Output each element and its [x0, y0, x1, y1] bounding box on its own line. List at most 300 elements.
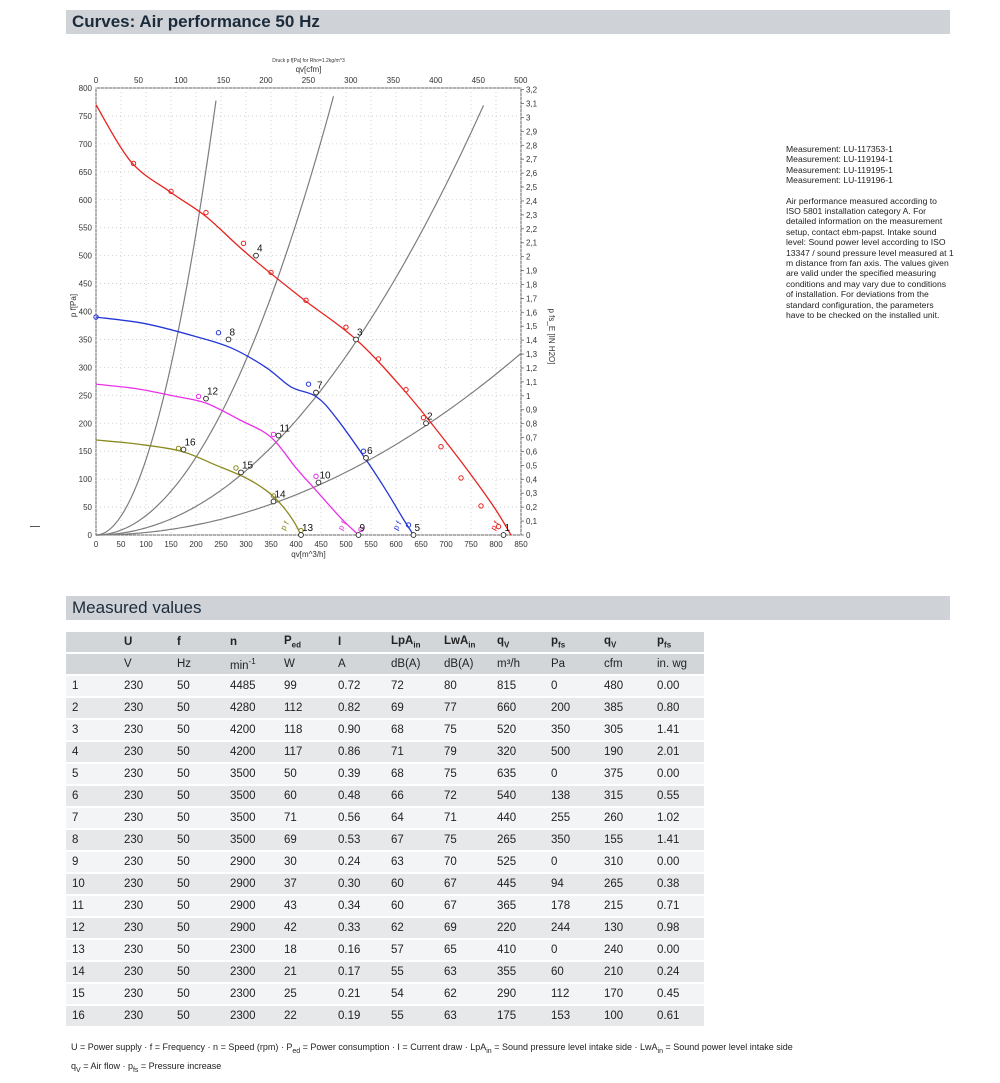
y2-tick-label: 0,1 — [526, 517, 538, 527]
table-cell: 1 — [66, 675, 118, 697]
table-cell: 77 — [438, 697, 491, 719]
table-cell: 0.19 — [332, 1005, 385, 1027]
table-cell: 0 — [545, 763, 598, 785]
y-tick-label: 300 — [78, 363, 92, 373]
table-cell: 67 — [438, 895, 491, 917]
y2-tick-label: 3,2 — [526, 85, 538, 95]
table-cell: 37 — [278, 873, 332, 895]
curves-title: Curves: Air performance 50 Hz — [72, 12, 320, 31]
y-tick-label: 200 — [78, 419, 92, 429]
table-cell: 0.48 — [332, 785, 385, 807]
operating-point-label: 4 — [257, 243, 263, 255]
table-cell: 315 — [598, 785, 651, 807]
y2-tick-label: 3 — [526, 113, 531, 123]
table-cell: 70 — [438, 851, 491, 873]
table-cell: 815 — [491, 675, 545, 697]
y2-tick-label: 2,8 — [526, 141, 538, 151]
legend-line: $q_V$ = Air flow · $p_{fs}$ = Pressure increase — [71, 1060, 222, 1074]
table-cell: 112 — [545, 983, 598, 1005]
table-row — [66, 741, 704, 763]
table-cell: 60 — [385, 895, 438, 917]
table-row — [66, 807, 704, 829]
table-cell: 2.01 — [651, 741, 704, 763]
table-cell: 230 — [118, 785, 171, 807]
x2-tick-label: 250 — [301, 76, 316, 85]
table-cell: 62 — [385, 917, 438, 939]
col-header: $p_{fs}$ — [651, 632, 704, 653]
table-cell: 55 — [385, 1005, 438, 1027]
unit-cell: Hz — [171, 653, 224, 675]
table-cell: 2 — [66, 697, 118, 719]
measurement-notes — [786, 144, 954, 321]
y-tick-label: 600 — [78, 195, 92, 205]
table-cell: 2900 — [224, 895, 278, 917]
y-tick-label: 650 — [78, 167, 92, 177]
x-axis-label: qv[m^3/h] — [291, 550, 326, 559]
table-cell: 230 — [118, 873, 171, 895]
y-tick-label: 800 — [78, 84, 92, 93]
table-cell: 30 — [278, 851, 332, 873]
y-tick-label: 550 — [78, 223, 92, 233]
y2-tick-label: 0,5 — [526, 461, 538, 471]
x-tick-label: 200 — [189, 540, 203, 549]
table-cell: 230 — [118, 763, 171, 785]
x-tick-label: 0 — [93, 540, 99, 549]
operating-point-label: 7 — [317, 380, 323, 392]
measured-values-header-bar — [66, 596, 950, 620]
air-performance-chart — [40, 52, 585, 572]
table-cell: 635 — [491, 763, 545, 785]
table-cell: 520 — [491, 719, 545, 741]
table-cell: 0.24 — [332, 851, 385, 873]
table-cell: 0.53 — [332, 829, 385, 851]
table-cell: 230 — [118, 829, 171, 851]
table-cell: 260 — [598, 807, 651, 829]
table-cell: 66 — [385, 785, 438, 807]
table-cell: 50 — [171, 675, 224, 697]
table-cell: 75 — [438, 719, 491, 741]
table-cell: 2900 — [224, 851, 278, 873]
measured-values-title: Measured values — [72, 598, 202, 617]
divider-mark — [30, 526, 40, 527]
table-cell: 230 — [118, 851, 171, 873]
col-header: I — [332, 632, 385, 653]
x2-tick-label: 500 — [514, 76, 528, 85]
unit-cell: Pa — [545, 653, 598, 675]
x-tick-label: 700 — [439, 540, 453, 549]
table-cell: 50 — [171, 851, 224, 873]
y2-tick-label: 1,4 — [526, 336, 538, 346]
operating-point-label: 10 — [319, 470, 331, 482]
x-tick-label: 100 — [139, 540, 153, 549]
table-cell: 240 — [598, 939, 651, 961]
y2-tick-label: 2,4 — [526, 196, 538, 206]
table-cell: 72 — [385, 675, 438, 697]
table-cell: 4200 — [224, 719, 278, 741]
table-cell: 170 — [598, 983, 651, 1005]
table-cell: 80 — [438, 675, 491, 697]
table-legend — [71, 1040, 793, 1078]
table-cell: 230 — [118, 741, 171, 763]
table-cell: 350 — [545, 719, 598, 741]
x2-tick-label: 400 — [429, 76, 443, 85]
operating-point-label: 2 — [427, 411, 433, 423]
table-cell: 0.86 — [332, 741, 385, 763]
table-cell: 320 — [491, 741, 545, 763]
table-cell: 1.41 — [651, 829, 704, 851]
table-row — [66, 873, 704, 895]
table-cell: 8 — [66, 829, 118, 851]
table-row — [66, 785, 704, 807]
table-cell: 0 — [545, 675, 598, 697]
table-cell: 230 — [118, 1005, 171, 1027]
table-cell: 50 — [171, 961, 224, 983]
table-cell: 2300 — [224, 983, 278, 1005]
measurement-id: Measurement: LU-119194-1 — [786, 154, 893, 165]
table-cell: 50 — [171, 917, 224, 939]
operating-point-label: 6 — [367, 445, 373, 457]
x-tick-label: 800 — [489, 540, 503, 549]
table-cell: 4485 — [224, 675, 278, 697]
table-cell: 67 — [385, 829, 438, 851]
table-cell: 230 — [118, 697, 171, 719]
table-cell: 178 — [545, 895, 598, 917]
table-cell: 71 — [438, 807, 491, 829]
measurement-id: Measurement: LU-119196-1 — [786, 175, 893, 186]
table-cell: 50 — [171, 697, 224, 719]
table-cell: 200 — [545, 697, 598, 719]
table-cell: 660 — [491, 697, 545, 719]
operating-point-label: 15 — [242, 460, 254, 472]
y-tick-label: 750 — [78, 111, 92, 121]
operating-point-label: 12 — [207, 386, 219, 398]
col-header: LpA$_{in}$ — [385, 632, 438, 653]
unit-cell: m³/h — [491, 653, 545, 675]
x-tick-label: 750 — [464, 540, 478, 549]
table-cell: 2900 — [224, 873, 278, 895]
table-cell: 112 — [278, 697, 332, 719]
table-cell: 0.34 — [332, 895, 385, 917]
table-cell: 72 — [438, 785, 491, 807]
table-cell: 310 — [598, 851, 651, 873]
table-cell: 50 — [171, 719, 224, 741]
curve-label: p f — [336, 519, 349, 532]
y2-tick-label: 1,1 — [526, 377, 538, 387]
y-tick-label: 100 — [78, 475, 92, 485]
table-cell: 0.00 — [651, 675, 704, 697]
table-cell: 138 — [545, 785, 598, 807]
table-cell: 50 — [171, 873, 224, 895]
x2-tick-label: 50 — [134, 76, 143, 85]
y-axis-label: p f[Pa] — [69, 293, 78, 318]
x-tick-label: 150 — [164, 540, 178, 549]
y-tick-label: 400 — [78, 307, 92, 317]
table-row — [66, 763, 704, 785]
curves-header-bar — [66, 10, 950, 34]
y2-tick-label: 2,9 — [526, 127, 538, 137]
table-cell: 0.45 — [651, 983, 704, 1005]
y2-tick-label: 0 — [526, 531, 531, 540]
y2-tick-label: 0,4 — [526, 475, 538, 485]
x-tick-label: 500 — [339, 540, 353, 549]
table-cell: 2900 — [224, 917, 278, 939]
table-units-row — [66, 653, 704, 675]
table-cell: 69 — [278, 829, 332, 851]
table-cell: 9 — [66, 851, 118, 873]
table-cell: 65 — [438, 939, 491, 961]
y-tick-label: 700 — [78, 139, 92, 149]
y-tick-label: 150 — [78, 447, 92, 457]
table-cell: 3500 — [224, 763, 278, 785]
x-tick-label: 850 — [514, 540, 528, 549]
x-tick-label: 550 — [364, 540, 378, 549]
table-cell: 2300 — [224, 939, 278, 961]
table-cell: 50 — [171, 829, 224, 851]
table-cell: 69 — [385, 697, 438, 719]
operating-point-label: 8 — [229, 327, 236, 339]
table-cell: 55 — [385, 961, 438, 983]
table-cell: 0.56 — [332, 807, 385, 829]
unit-cell — [66, 653, 118, 675]
table-cell: 230 — [118, 675, 171, 697]
table-cell: 0.00 — [651, 851, 704, 873]
table-cell: 0 — [545, 851, 598, 873]
table-row — [66, 1005, 704, 1027]
table-cell: 75 — [438, 763, 491, 785]
measurement-id: Measurement: LU-117353-1 — [786, 144, 893, 154]
unit-cell: W — [278, 653, 332, 675]
table-cell: 99 — [278, 675, 332, 697]
table-cell: 1.41 — [651, 719, 704, 741]
y-tick-label: 500 — [78, 251, 92, 261]
operating-point-label: 13 — [302, 523, 314, 534]
operating-point-label: 11 — [279, 423, 290, 435]
col-header: LwA$_{in}$ — [438, 632, 491, 653]
measurement-id: Measurement: LU-119195-1 — [786, 164, 893, 175]
operating-point-label: 16 — [184, 437, 196, 449]
table-cell: 0.98 — [651, 917, 704, 939]
table-cell: 11 — [66, 895, 118, 917]
table-cell: 50 — [171, 741, 224, 763]
y2-tick-label: 0,3 — [526, 489, 538, 499]
y2-tick-label: 1 — [526, 391, 531, 401]
x2-tick-label: 150 — [216, 76, 231, 85]
table-cell: 21 — [278, 961, 332, 983]
table-cell: 43 — [278, 895, 332, 917]
unit-cell: A — [332, 653, 385, 675]
table-cell: 445 — [491, 873, 545, 895]
table-cell: 67 — [438, 873, 491, 895]
table-cell: 50 — [171, 983, 224, 1005]
table-cell: 130 — [598, 917, 651, 939]
y2-tick-label: 1,8 — [526, 280, 538, 290]
table-cell: 62 — [438, 983, 491, 1005]
col-header: $q_V$ — [491, 632, 545, 653]
table-cell: 0.61 — [651, 1005, 704, 1027]
table-cell: 305 — [598, 719, 651, 741]
y2-tick-label: 3,1 — [526, 99, 538, 109]
y2-tick-label: 2,1 — [526, 238, 538, 248]
table-cell: 500 — [545, 741, 598, 763]
x-tick-label: 600 — [389, 540, 403, 549]
table-cell: 0.55 — [651, 785, 704, 807]
x-tick-label: 50 — [116, 540, 126, 549]
y2-tick-label: 0,6 — [526, 447, 538, 457]
x-tick-label: 300 — [239, 540, 253, 549]
y2-axis-label: p fs_E [IN H2O] — [547, 308, 556, 365]
table-cell: 100 — [598, 1005, 651, 1027]
table-cell: 71 — [385, 741, 438, 763]
table-cell: 0.00 — [651, 939, 704, 961]
table-cell: 60 — [545, 961, 598, 983]
y2-tick-label: 2,3 — [526, 210, 538, 220]
table-cell: 14 — [66, 961, 118, 983]
table-row — [66, 939, 704, 961]
table-row — [66, 719, 704, 741]
table-cell: 230 — [118, 983, 171, 1005]
table-cell: 155 — [598, 829, 651, 851]
x2-axis-label: qv[cfm] — [295, 65, 322, 74]
operating-point-label: 1 — [504, 523, 511, 534]
table-cell: 10 — [66, 873, 118, 895]
y2-tick-label: 1,3 — [526, 350, 538, 360]
col-header: $q_V$ — [598, 632, 651, 653]
unit-cell: dB(A) — [385, 653, 438, 675]
table-cell: 4200 — [224, 741, 278, 763]
table-cell: 0.39 — [332, 763, 385, 785]
table-cell: 25 — [278, 983, 332, 1005]
x2-tick-label: 0 — [93, 76, 99, 85]
table-cell: 365 — [491, 895, 545, 917]
unit-cell: dB(A) — [438, 653, 491, 675]
x-tick-label: 450 — [314, 540, 328, 549]
table-cell: 63 — [385, 851, 438, 873]
x2-tick-label: 450 — [471, 76, 485, 85]
table-cell: 13 — [66, 939, 118, 961]
table-cell: 50 — [171, 895, 224, 917]
table-cell: 255 — [545, 807, 598, 829]
x2-tick-label: 200 — [259, 76, 273, 85]
x-tick-label: 650 — [414, 540, 428, 549]
table-cell: 0.17 — [332, 961, 385, 983]
table-cell: 42 — [278, 917, 332, 939]
table-cell: 230 — [118, 917, 171, 939]
table-cell: 57 — [385, 939, 438, 961]
table-cell: 385 — [598, 697, 651, 719]
unit-cell: cfm — [598, 653, 651, 675]
table-cell: 0.72 — [332, 675, 385, 697]
operating-point-label: 9 — [359, 523, 366, 534]
curve-label: p f — [391, 519, 404, 532]
table-cell: 350 — [545, 829, 598, 851]
table-cell: 68 — [385, 763, 438, 785]
table-cell: 244 — [545, 917, 598, 939]
y2-tick-label: 1,9 — [526, 266, 538, 276]
table-cell: 16 — [66, 1005, 118, 1027]
unit-cell: $\min^{-1}$ — [224, 653, 278, 675]
table-cell: 190 — [598, 741, 651, 763]
table-cell: 63 — [438, 1005, 491, 1027]
table-cell: 230 — [118, 895, 171, 917]
table-cell: 355 — [491, 961, 545, 983]
table-cell: 3500 — [224, 829, 278, 851]
table-cell: 60 — [385, 873, 438, 895]
table-cell: 50 — [171, 939, 224, 961]
col-header: U — [118, 632, 171, 653]
table-cell: 410 — [491, 939, 545, 961]
table-cell: 1.02 — [651, 807, 704, 829]
x-tick-label: 250 — [214, 540, 228, 549]
table-cell: 0.16 — [332, 939, 385, 961]
table-cell: 440 — [491, 807, 545, 829]
table-cell: 230 — [118, 961, 171, 983]
table-cell: 215 — [598, 895, 651, 917]
y-tick-label: 450 — [78, 279, 92, 289]
y2-tick-label: 2,6 — [526, 169, 538, 179]
table-cell: 210 — [598, 961, 651, 983]
y2-tick-label: 1,6 — [526, 308, 538, 318]
table-cell: 94 — [545, 873, 598, 895]
y2-tick-label: 2 — [526, 252, 531, 262]
table-row — [66, 917, 704, 939]
col-header: $p_{fs}$ — [545, 632, 598, 653]
table-header-row — [66, 632, 704, 653]
table-row — [66, 983, 704, 1005]
table-cell: 50 — [278, 763, 332, 785]
table-cell: 15 — [66, 983, 118, 1005]
table-cell: 2300 — [224, 961, 278, 983]
table-cell: 0.38 — [651, 873, 704, 895]
x2-tick-label: 350 — [386, 76, 401, 85]
table-cell: 0.21 — [332, 983, 385, 1005]
y-tick-label: 50 — [83, 503, 92, 513]
y2-tick-label: 0,7 — [526, 433, 538, 443]
table-cell: 230 — [118, 807, 171, 829]
table-cell: 118 — [278, 719, 332, 741]
measured-values-table — [66, 632, 704, 1028]
table-cell: 50 — [171, 807, 224, 829]
table-cell: 525 — [491, 851, 545, 873]
table-cell: 0.33 — [332, 917, 385, 939]
col-header: n — [224, 632, 278, 653]
table-cell: 3500 — [224, 807, 278, 829]
table-cell: 0 — [545, 939, 598, 961]
table-cell: 230 — [118, 719, 171, 741]
y-tick-label: 250 — [78, 391, 92, 401]
y2-tick-label: 0,9 — [526, 405, 538, 415]
table-row — [66, 675, 704, 697]
col-header: f — [171, 632, 224, 653]
table-cell: 54 — [385, 983, 438, 1005]
y2-tick-label: 1,7 — [526, 294, 538, 304]
table-cell: 0.71 — [651, 895, 704, 917]
table-cell: 71 — [278, 807, 332, 829]
chart-caption: Druck p f[Pa] for Rho=1.2kg/m^3 — [272, 58, 345, 64]
x2-tick-label: 100 — [174, 76, 188, 85]
y2-tick-label: 0,8 — [526, 419, 538, 429]
table-cell: 3500 — [224, 785, 278, 807]
table-cell: 22 — [278, 1005, 332, 1027]
table-cell: 3 — [66, 719, 118, 741]
operating-point-label: 3 — [357, 327, 363, 339]
table-cell: 375 — [598, 763, 651, 785]
table-row — [66, 961, 704, 983]
table-cell: 153 — [545, 1005, 598, 1027]
x-tick-label: 350 — [264, 540, 278, 549]
operating-point-label: 14 — [274, 489, 286, 501]
table-cell: 265 — [598, 873, 651, 895]
y-tick-label: 350 — [78, 335, 92, 345]
